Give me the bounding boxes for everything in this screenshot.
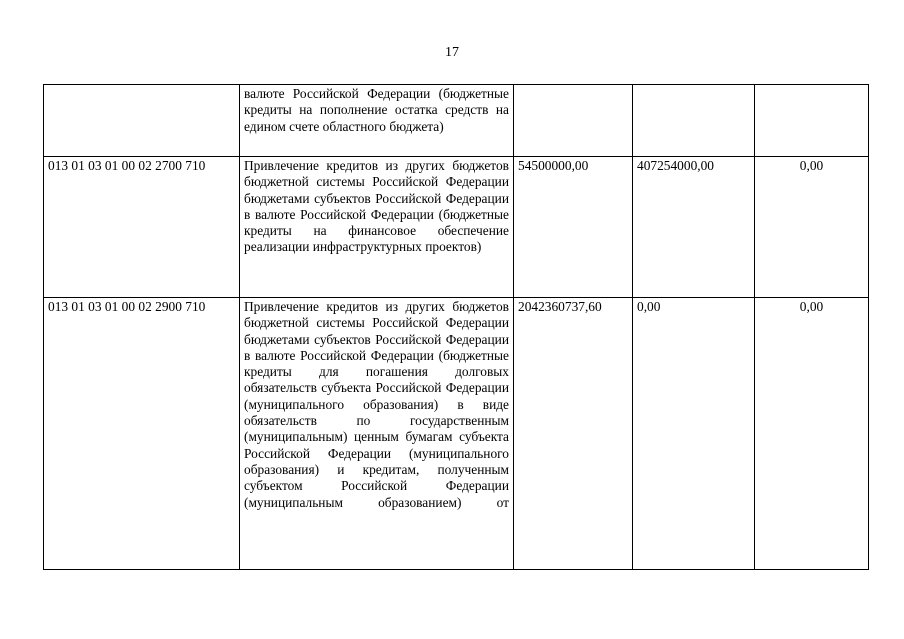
code-cell: 013 01 03 01 00 02 2900 710 [44, 298, 240, 570]
description-cell: Привлечение кредитов из других бюджетов бюджетной системы Российской Федерации бюджетами субъектов Российской Федерации в валюте Российской Федерации (бюджетные кредиты для погашения долговых обязательств субъекта Российской Федерации (муниципального образования) в виде обязательств по государственным (муниципальным) ценным бумагам субъекта Российской Федерации (муниципального образования) и кредитам, полученным субъектом Российской Федерации (муниципальным образованием) от [240, 298, 514, 570]
value-cell-year1 [514, 85, 633, 157]
table-row [44, 85, 869, 157]
value-cell-year3: 0,00 [755, 157, 869, 298]
value-cell-year2 [633, 85, 755, 157]
value-cell-year2: 407254000,00 [633, 157, 755, 298]
value-cell-year3 [755, 85, 869, 157]
value-cell-year3: 0,00 [755, 298, 869, 570]
value-cell-year1: 2042360737,60 [514, 298, 633, 570]
budget-sources-table [43, 84, 869, 570]
page-number: 17 [445, 45, 459, 60]
value-cell-year2: 0,00 [633, 298, 755, 570]
description-cell: Привлечение кредитов из других бюджетов бюджетной системы Российской Федерации бюджетами субъектов Российской Федерации в валюте Российской Федерации (бюджетные кредиты на финансовое обеспечение реализации инфраструктурных проектов) [240, 157, 514, 298]
code-cell: 013 01 03 01 00 02 2700 710 [44, 157, 240, 298]
table-row [44, 298, 869, 570]
table-row [44, 157, 869, 298]
value-cell-year1: 54500000,00 [514, 157, 633, 298]
description-cell: валюте Российской Федерации (бюджетные кредиты на пополнение остатка средств на едином счете областного бюджета) [240, 85, 514, 157]
code-cell [44, 85, 240, 157]
